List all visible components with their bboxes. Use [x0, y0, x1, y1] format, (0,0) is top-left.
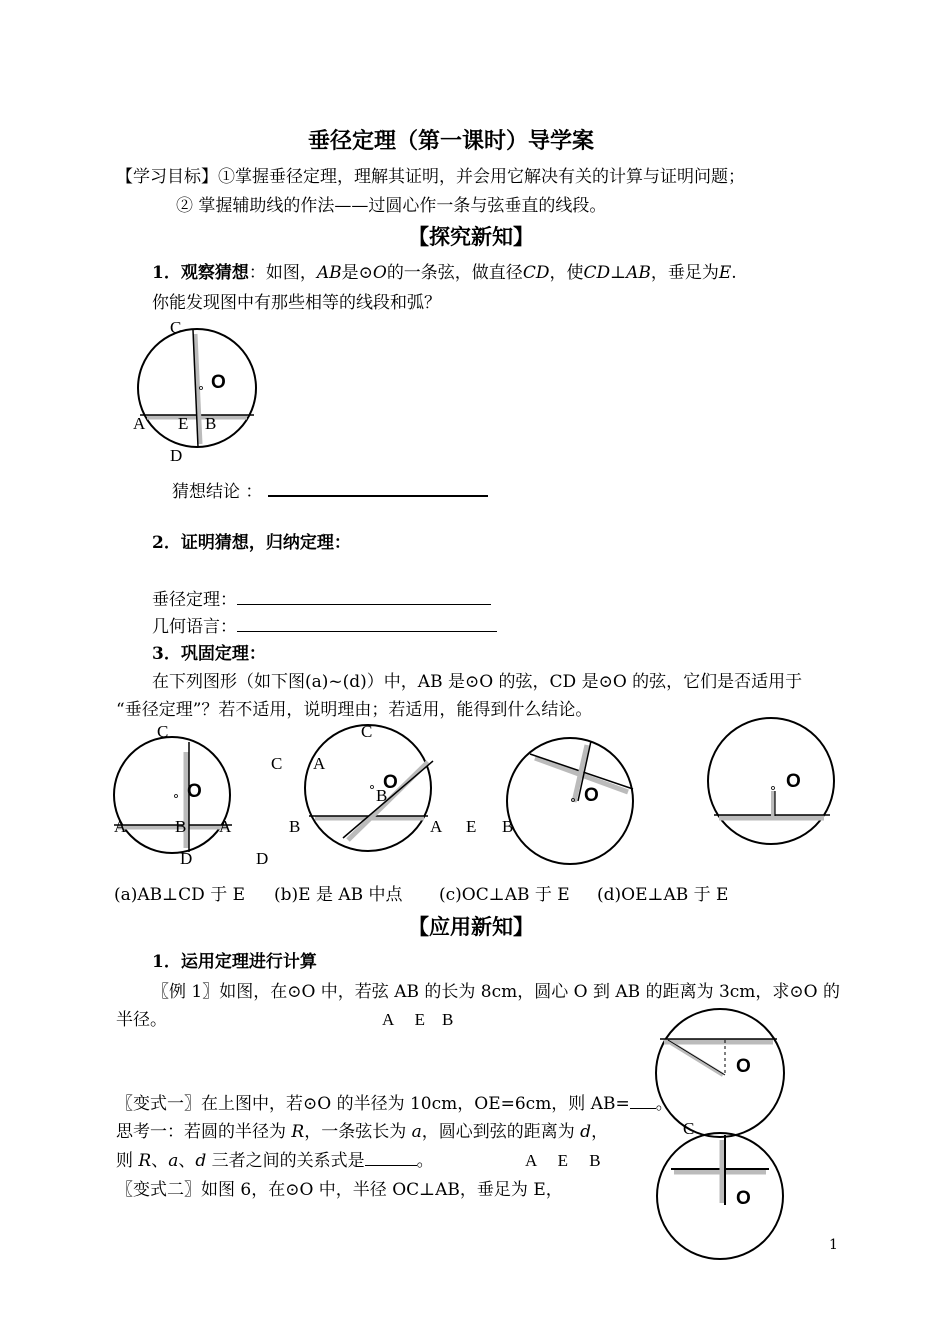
ex2-label-c: C: [683, 1119, 695, 1138]
think-1-text: ，圆心到弦的距离为: [421, 1122, 581, 1142]
think-1-d: d: [580, 1122, 592, 1142]
goal-item-2: ② 掌握辅助线的作法——过圆心作一条与弦垂直的线段。: [176, 196, 607, 216]
page-number: 1: [829, 1237, 838, 1253]
fig-c-label-o: O: [584, 785, 599, 806]
relation-text: 三者之间的关系式是: [206, 1151, 365, 1171]
fig-b-label-c: C: [271, 754, 283, 773]
variant-1: [116, 1089, 673, 1114]
app-heading: 1．运用定理进行计算: [152, 952, 317, 972]
goals-label: 【学习目标】: [116, 167, 218, 187]
think-1-text: ，一条弦长为: [304, 1122, 412, 1142]
think-1-text: ，: [591, 1122, 609, 1142]
variant-1-blank[interactable]: [630, 1094, 656, 1109]
fig1-label-o: O: [211, 372, 226, 393]
fig-c-label-a: A: [430, 817, 443, 836]
fig-b-label-a: A: [313, 754, 326, 773]
fig-a-label-o: O: [187, 781, 202, 802]
variant-1-end: 。: [655, 1094, 673, 1114]
q1-text: ：如图，: [248, 263, 317, 283]
page-title: 垂径定理（第一课时）导学案: [308, 128, 595, 154]
ex2-point-labels: A E B: [525, 1151, 601, 1170]
relation-line: [116, 1146, 434, 1171]
section-heading-apply: 【应用新知】: [408, 914, 534, 939]
relation-text: 则: [116, 1151, 139, 1171]
q1-text: ，垂足为: [650, 263, 719, 283]
caption-d: (d)OE⊥AB 于 E: [597, 885, 729, 905]
fig-b-label-d: D: [256, 849, 269, 868]
fig1-label-a: A: [133, 414, 146, 433]
q1-ab: AB: [316, 263, 342, 283]
relation-sep: 、: [178, 1151, 196, 1171]
think-1-text: 思考一：若圆的半径为: [116, 1122, 292, 1142]
think-1-a: a: [411, 1122, 422, 1142]
q3-line2: “垂径定理”？若不适用，说明理由；若适用，能得到什么结论。: [116, 700, 593, 720]
fig-a-label-c: C: [157, 722, 169, 741]
fig-b-label-a2: A: [219, 817, 232, 836]
ex2-label-o: O: [736, 1188, 751, 1209]
think-1: [116, 1117, 608, 1142]
q2-heading: 2．证明猜想，归纳定理：: [152, 533, 351, 553]
caption-b: (b)E 是 AB 中点: [274, 885, 403, 905]
fig-c-label-b: B: [502, 817, 514, 836]
fig-c-label-e: E: [466, 817, 477, 836]
q1-text: 是⊙: [341, 263, 373, 283]
q3-line1: 在下列图形（如下图(a)~(d)）中，AB 是⊙O 的弦，CD 是⊙O 的弦，它们是否适用于: [152, 672, 803, 692]
relation-d: d: [195, 1151, 207, 1171]
relation-end: 。: [416, 1151, 434, 1171]
fig1-label-c: C: [170, 318, 182, 337]
fig-b-label-b-inner: B: [376, 786, 388, 805]
fig-b-label-b: B: [289, 817, 301, 836]
fig1-label-b: B: [205, 414, 217, 433]
conjecture-label: 猜想结论 ：: [172, 482, 263, 502]
ex1-label-o: O: [736, 1056, 751, 1077]
fig-d-label-o: O: [786, 771, 801, 792]
caption-c: (c)OC⊥AB 于 E: [439, 885, 570, 905]
relation-blank[interactable]: [365, 1151, 417, 1166]
q1-heading: 1．观察猜想: [152, 263, 249, 283]
relation-r: R: [138, 1151, 152, 1171]
fig1-label-d: D: [170, 446, 183, 465]
fig-b-label-c-top: C: [361, 722, 373, 741]
q1-e: E: [718, 263, 732, 283]
relation-sep: 、: [151, 1151, 169, 1171]
example-1-line1: 〖例 1〗如图，在⊙O 中，若弦 AB 的长为 8cm，圆心 O 到 AB 的距离为 3cm，求⊙O 的: [152, 982, 841, 1002]
q3-heading: 3．巩固定理：: [152, 644, 266, 664]
fig1-label-e: E: [178, 414, 189, 433]
q1-text: .: [731, 263, 737, 283]
goal-item-1: ①掌握垂径定理，理解其证明，并会用它解决有关的计算与证明问题；: [218, 167, 745, 187]
fig-a-label-a: A: [114, 817, 127, 836]
example-1-line2: 半径。: [116, 1010, 167, 1030]
q1-line2: 你能发现图中有那些相等的线段和弧？: [152, 293, 441, 313]
geometry-label: 几何语言：: [152, 617, 237, 637]
example-1-point-labels: A E B: [382, 1010, 454, 1029]
caption-a: (a)AB⊥CD 于 E: [114, 885, 246, 905]
fig-b-label-o: O: [383, 772, 398, 793]
think-1-r: R: [291, 1122, 305, 1142]
fig-a-label-d: D: [180, 849, 193, 868]
variant-2: 〖变式二〗如图 6，在⊙O 中，半径 OC⊥AB，垂足为 E，: [116, 1180, 563, 1200]
q1-o: O: [372, 263, 387, 283]
ex1-radius-shadow: [671, 1043, 723, 1075]
ex1-radius: [668, 1040, 725, 1075]
relation-a: a: [168, 1151, 179, 1171]
variant-1-text: 〖变式一〗在上图中，若⊙O 的半径为 10cm，OE=6cm，则 AB=: [116, 1094, 630, 1114]
theorem-label: 垂径定理：: [152, 590, 237, 610]
q1-text: 的一条弦，做直径: [386, 263, 523, 283]
q1-cd: CD: [522, 263, 550, 283]
fig-a-label-b: B: [175, 817, 187, 836]
q1-text: ，使: [549, 263, 584, 283]
q1-cd-perp-ab: CD⊥AB: [583, 263, 651, 283]
section-heading-explore: 【探究新知】: [408, 224, 534, 249]
